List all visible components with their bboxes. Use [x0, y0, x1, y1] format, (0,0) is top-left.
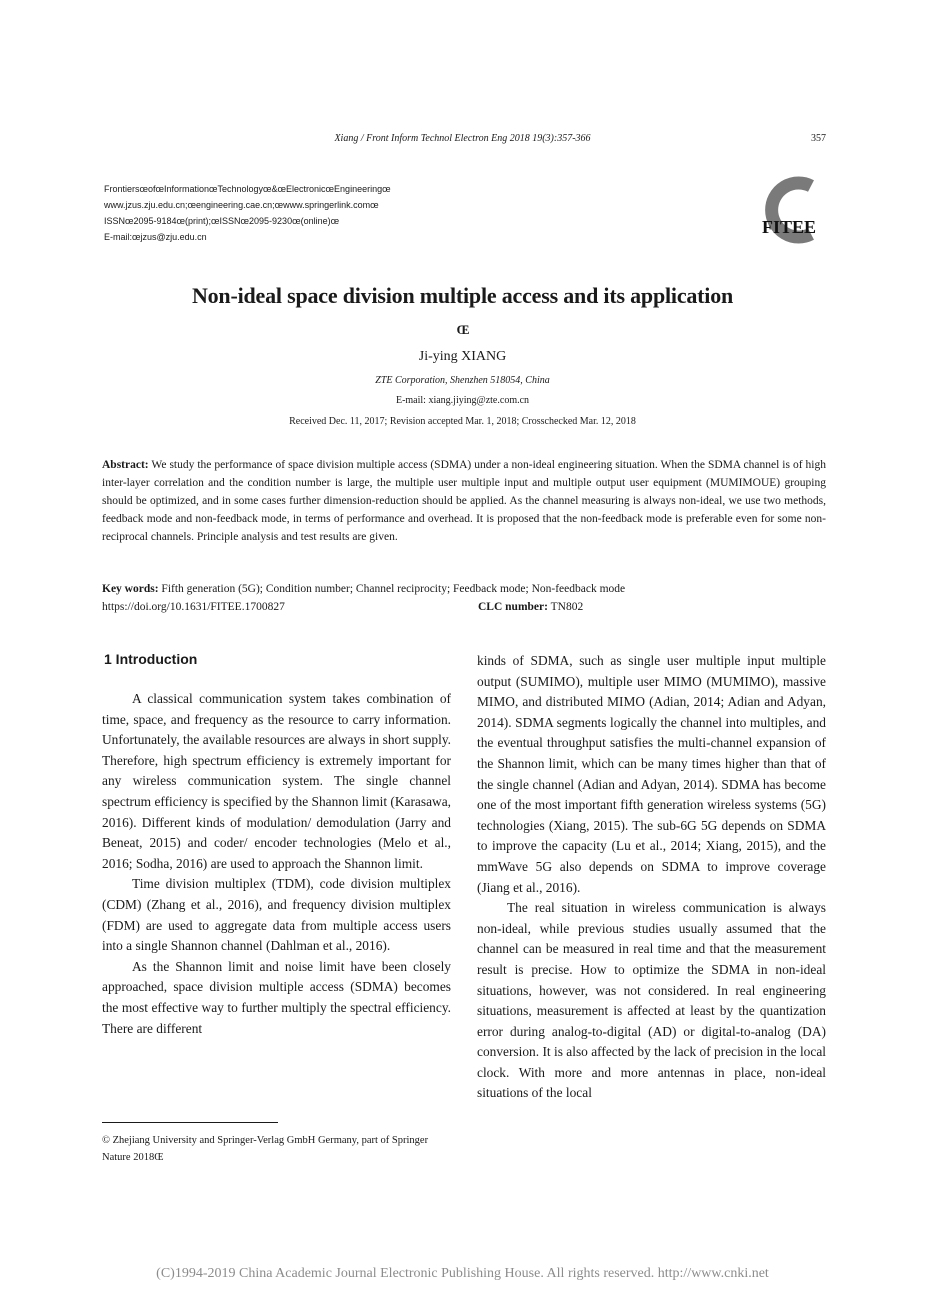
abstract-label: Abstract: — [102, 459, 149, 471]
submission-dates: Received Dec. 11, 2017; Revision accepted Mar. 1, 2018; Crosschecked Mar. 12, 2018 — [289, 416, 636, 427]
keywords-text: Fifth generation (5G); Condition number; Channel reciprocity; Feedback mode; Non-feedback mode — [161, 583, 626, 595]
journal-info-line: www.jzus.zju.edu.cn;œengineering.cae.cn;œwww.springerlink.comœ — [104, 200, 379, 210]
left-column — [102, 689, 451, 1039]
clc-label: CLC number: — [478, 601, 548, 613]
right-column — [477, 651, 826, 1104]
author-affiliation: ZTE Corporation, Shenzhen 518054, China — [375, 375, 550, 386]
keywords — [102, 580, 826, 598]
paragraph: kinds of SDMA, such as single user multiple input multiple output (SUMIMO), multiple user MIMO (MUMIMO), massive MIMO, and distributed MIMO (Adian, 2014; Adian and Adyan, 2014). SDMA segments logically the channel into multiples, and the eventual throughput satisfies the multi-channel expansion of the Shannon limit, which can be many times higher than that of the single channel (Adian and Adyan, 2014). SDMA has become one of the most important fifth generation wireless systems (5G) technologies (Xiang, 2015). The sub-6G 5G depends on SDMA to improve the capacity (Lu et al., 2014; Xiang, 2015), and the mmWave 5G also depends on SDMA to improve coverage (Jiang et al., 2016). — [477, 653, 826, 895]
fitee-logo — [755, 176, 823, 246]
author-email: E-mail: xiang.jiying@zte.com.cn — [395, 395, 530, 406]
paragraph: Time division multiplex (TDM), code division multiplex (CDM) (Zhang et al., 2016), and frequency division multiplex (FDM) are used to aggregate data from multiple access users into a single Shannon channel (Dahlman et al., 2016). — [102, 876, 451, 954]
paper-title: Non-ideal space division multiple access and its application — [191, 283, 734, 308]
cnki-watermark-line: (C)1994-2019 China Academic Journal Electronic Publishing House. All rights reserved. http://www.cnki.net — [156, 1266, 769, 1281]
fitee-logo-mark — [755, 176, 823, 246]
journal-info — [104, 181, 391, 245]
section-heading: 1 Introduction — [104, 651, 198, 667]
paragraph: The real situation in wireless communication is always non-ideal, while previous studies usually assumed that the channel can be measured in real time and that the measurement result is precise. How to optimize the SDMA in non-ideal situations, however, was not considered. In real engineering situations, measurement is affected at least by the quantization error during analog-to-digital (AD) or digital-to-analog (DA) conversion. It is also affected by the lack of precision in the local clock. With more and more antennas in place, non-ideal situations of the local — [477, 900, 826, 1101]
journal-info-line: ISSNœ2095-9184œ(print);œISSNœ2095-9230œ(online)œ — [104, 216, 340, 226]
footnote: © Zhejiang University and Springer-Verlag GmbH Germany, part of Springer Nature 2018Œ — [102, 1135, 429, 1163]
abstract-text: We study the performance of space division multiple access (SDMA) under a non-ideal engineering situation. When the SDMA channel is of high inter-layer correlation and the condition number is large, the multiple user multiple input and multiple output user equipment (MUMIMOUE) grouping should be optimized, and in some cases further dimension-reduction should be applied. As the channel measuring is always non-ideal, we use two methods, feedback mode and non-feedback mode, in terms of performance and overhead. It is proposed that the non-feedback mode is preferable even for some non-reciprocal channels. Principle analysis and test results are given. — [102, 459, 826, 543]
abstract — [102, 456, 826, 546]
paragraph: A classical communication system takes combination of time, space, and frequency as the resource to carry information. Unfortunately, the available resources are always in short supply. Therefore, high spectrum efficiency is extremely important for any wireless communication system. The single channel spectrum efficiency is specified by the Shannon limit (Karasawa, 2016). Different kinds of modulation/ demodulation (Jarry and Beneat, 2015) and coder/ encoder technologies (Melo et al., 2016; Sodha, 2016) are used to approach the Shannon limit. — [102, 691, 451, 871]
logo-text: FITEE — [761, 217, 817, 237]
footnote-divider — [102, 1122, 278, 1123]
doi-link[interactable]: https://doi.org/10.1631/FITEE.1700827 — [102, 601, 285, 613]
journal-info-line: E-mail:œjzus@zju.edu.cn — [104, 232, 207, 242]
journal-info-line: FrontiersœofœInformationœTechnologyœ&œElectronicœEngineeringœ — [104, 184, 391, 194]
keywords-label: Key words: — [102, 583, 159, 595]
page-number: 357 — [811, 133, 826, 144]
paragraph: As the Shannon limit and noise limit have been closely approached, space division multiple access (SDMA) becomes the most effective way to further multiply the spectral efficiency. There are different — [102, 958, 451, 1036]
clc-number — [478, 598, 583, 616]
clc-value: TN802 — [550, 601, 584, 613]
author-name: Ji-ying XIANG — [418, 349, 507, 364]
title-mark: Œ — [456, 322, 470, 337]
running-head: Xiang / Front Inform Technol Electron Eng 2018 19(3):357-366 — [334, 133, 591, 144]
